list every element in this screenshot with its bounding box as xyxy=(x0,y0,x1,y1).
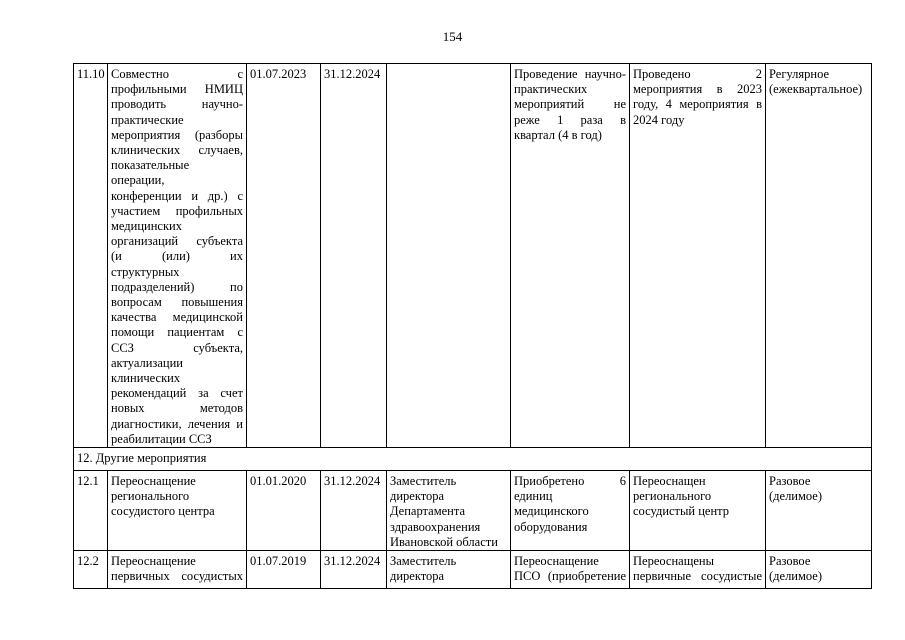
cell-line: Регулярное xyxy=(769,67,830,81)
start-date: 01.07.2019 xyxy=(250,554,307,569)
cell-line: ССЗ субъекта, xyxy=(111,340,243,355)
cell-line: помощи пациентам с xyxy=(111,325,243,340)
cell-line: Департамента xyxy=(390,504,466,519)
row-number-cell xyxy=(74,471,108,551)
table-row xyxy=(74,551,872,589)
end-date: 31.12.2024 xyxy=(324,474,381,489)
cell-line: организаций субъекта xyxy=(111,234,243,249)
cell-line: структурных xyxy=(111,264,180,279)
cell-line: мероприятия в 2023 xyxy=(633,82,762,97)
cell-line: Разовое xyxy=(769,554,811,569)
row-number: 11.10 xyxy=(77,67,105,81)
table-row xyxy=(74,64,872,448)
cell-line: Проведено 2 xyxy=(633,67,762,81)
responsible-cell xyxy=(387,64,511,448)
cell-line: (делимое) xyxy=(769,489,823,504)
indicator-cell xyxy=(511,471,630,551)
cell-line: Переоснащение xyxy=(111,554,196,569)
cell-line: новых методов xyxy=(111,401,243,416)
type-cell xyxy=(766,64,872,448)
result-cell xyxy=(630,64,766,448)
cell-line: Совместно с xyxy=(111,67,243,81)
result-cell xyxy=(630,471,766,551)
cell-line: Приобретено 6 xyxy=(514,474,626,489)
cell-line: сосудистый центр xyxy=(633,504,730,519)
cell-line: рекомендаций за счет xyxy=(111,386,243,401)
cell-line: здравоохранения xyxy=(390,519,481,534)
end-date: 31.12.2024 xyxy=(324,554,381,569)
row-number-cell xyxy=(74,551,108,589)
type-cell xyxy=(766,551,872,589)
cell-line: вопросам повышения xyxy=(111,295,243,310)
cell-line: директора xyxy=(390,569,445,584)
table-row xyxy=(74,471,872,551)
cell-line: проводить научно- xyxy=(111,97,243,112)
cell-line: медицинских xyxy=(111,219,182,234)
cell-line: (ежеквартальное) xyxy=(769,82,863,97)
cell-line: ПСО (приобретение xyxy=(514,569,626,584)
cell-line: Заместитель xyxy=(390,474,457,489)
section-row xyxy=(74,448,872,471)
cell-line: диагностики, лечения и xyxy=(111,416,243,431)
measure-name-cell xyxy=(108,64,247,448)
measures-table xyxy=(73,63,872,589)
measure-name-cell xyxy=(108,551,247,589)
cell-line: клинических xyxy=(111,371,181,386)
cell-line: сосудистого центра xyxy=(111,504,215,519)
end-date-cell xyxy=(321,471,387,551)
cell-line: единиц xyxy=(514,489,553,504)
cell-line: актуализации xyxy=(111,355,183,370)
cell-line: операции, xyxy=(111,173,165,188)
start-date-cell xyxy=(247,471,321,551)
cell-line: конференции и др.) с xyxy=(111,188,243,203)
cell-line: регионального xyxy=(633,489,712,504)
cell-line: мероприятия (разборы xyxy=(111,127,243,142)
start-date-cell xyxy=(247,64,321,448)
cell-line: Переоснащены xyxy=(633,554,714,569)
start-date: 01.01.2020 xyxy=(250,474,307,489)
section-heading: 12. Другие мероприятия xyxy=(74,448,872,471)
responsible-cell xyxy=(387,471,511,551)
cell-line: показательные xyxy=(111,158,190,173)
cell-line: Разовое xyxy=(769,474,811,489)
page-number: 154 xyxy=(442,29,463,44)
cell-line: Заместитель xyxy=(390,554,457,569)
cell-line: первичных сосудистых xyxy=(111,569,243,584)
cell-line: практические xyxy=(111,112,184,127)
cell-line: Проведение научно- xyxy=(514,67,626,81)
cell-line: директора xyxy=(390,489,445,504)
cell-line: участием профильных xyxy=(111,203,243,218)
indicator-cell xyxy=(511,64,630,448)
end-date-cell xyxy=(321,551,387,589)
cell-line: Переоснащен xyxy=(633,474,706,489)
cell-line: году, 4 мероприятия в xyxy=(633,97,762,112)
end-date: 31.12.2024 xyxy=(324,67,381,81)
indicator-cell xyxy=(511,551,630,589)
start-date: 01.07.2023 xyxy=(250,67,307,81)
row-number-cell xyxy=(74,64,108,448)
cell-line: квартал (4 в год) xyxy=(514,127,602,142)
type-cell xyxy=(766,471,872,551)
cell-line: оборудования xyxy=(514,519,588,534)
result-cell xyxy=(630,551,766,589)
cell-line: профильными НМИЦ xyxy=(111,82,243,97)
cell-line: Переоснащение xyxy=(111,474,196,489)
cell-line: клинических случаев, xyxy=(111,143,243,158)
cell-line: реже 1 раза в xyxy=(514,112,626,127)
cell-line: реабилитации ССЗ xyxy=(111,431,212,446)
cell-line: (и (или) их xyxy=(111,249,243,264)
row-number: 12.1 xyxy=(77,474,99,489)
cell-line: Ивановской области xyxy=(390,534,498,549)
measure-name-cell xyxy=(108,471,247,551)
cell-line: первичные сосудистые xyxy=(633,569,762,584)
cell-line: медицинского xyxy=(514,504,589,519)
row-number: 12.2 xyxy=(77,554,99,569)
start-date-cell xyxy=(247,551,321,589)
cell-line: мероприятий не xyxy=(514,97,626,112)
cell-line: практических xyxy=(514,82,588,97)
cell-line: Переоснащение xyxy=(514,554,599,569)
cell-line: 2024 году xyxy=(633,112,685,127)
cell-line: качества медицинской xyxy=(111,310,243,325)
cell-line: (делимое) xyxy=(769,569,823,584)
responsible-cell xyxy=(387,551,511,589)
cell-line: регионального xyxy=(111,489,190,504)
end-date-cell xyxy=(321,64,387,448)
cell-line: подразделений) по xyxy=(111,279,243,294)
